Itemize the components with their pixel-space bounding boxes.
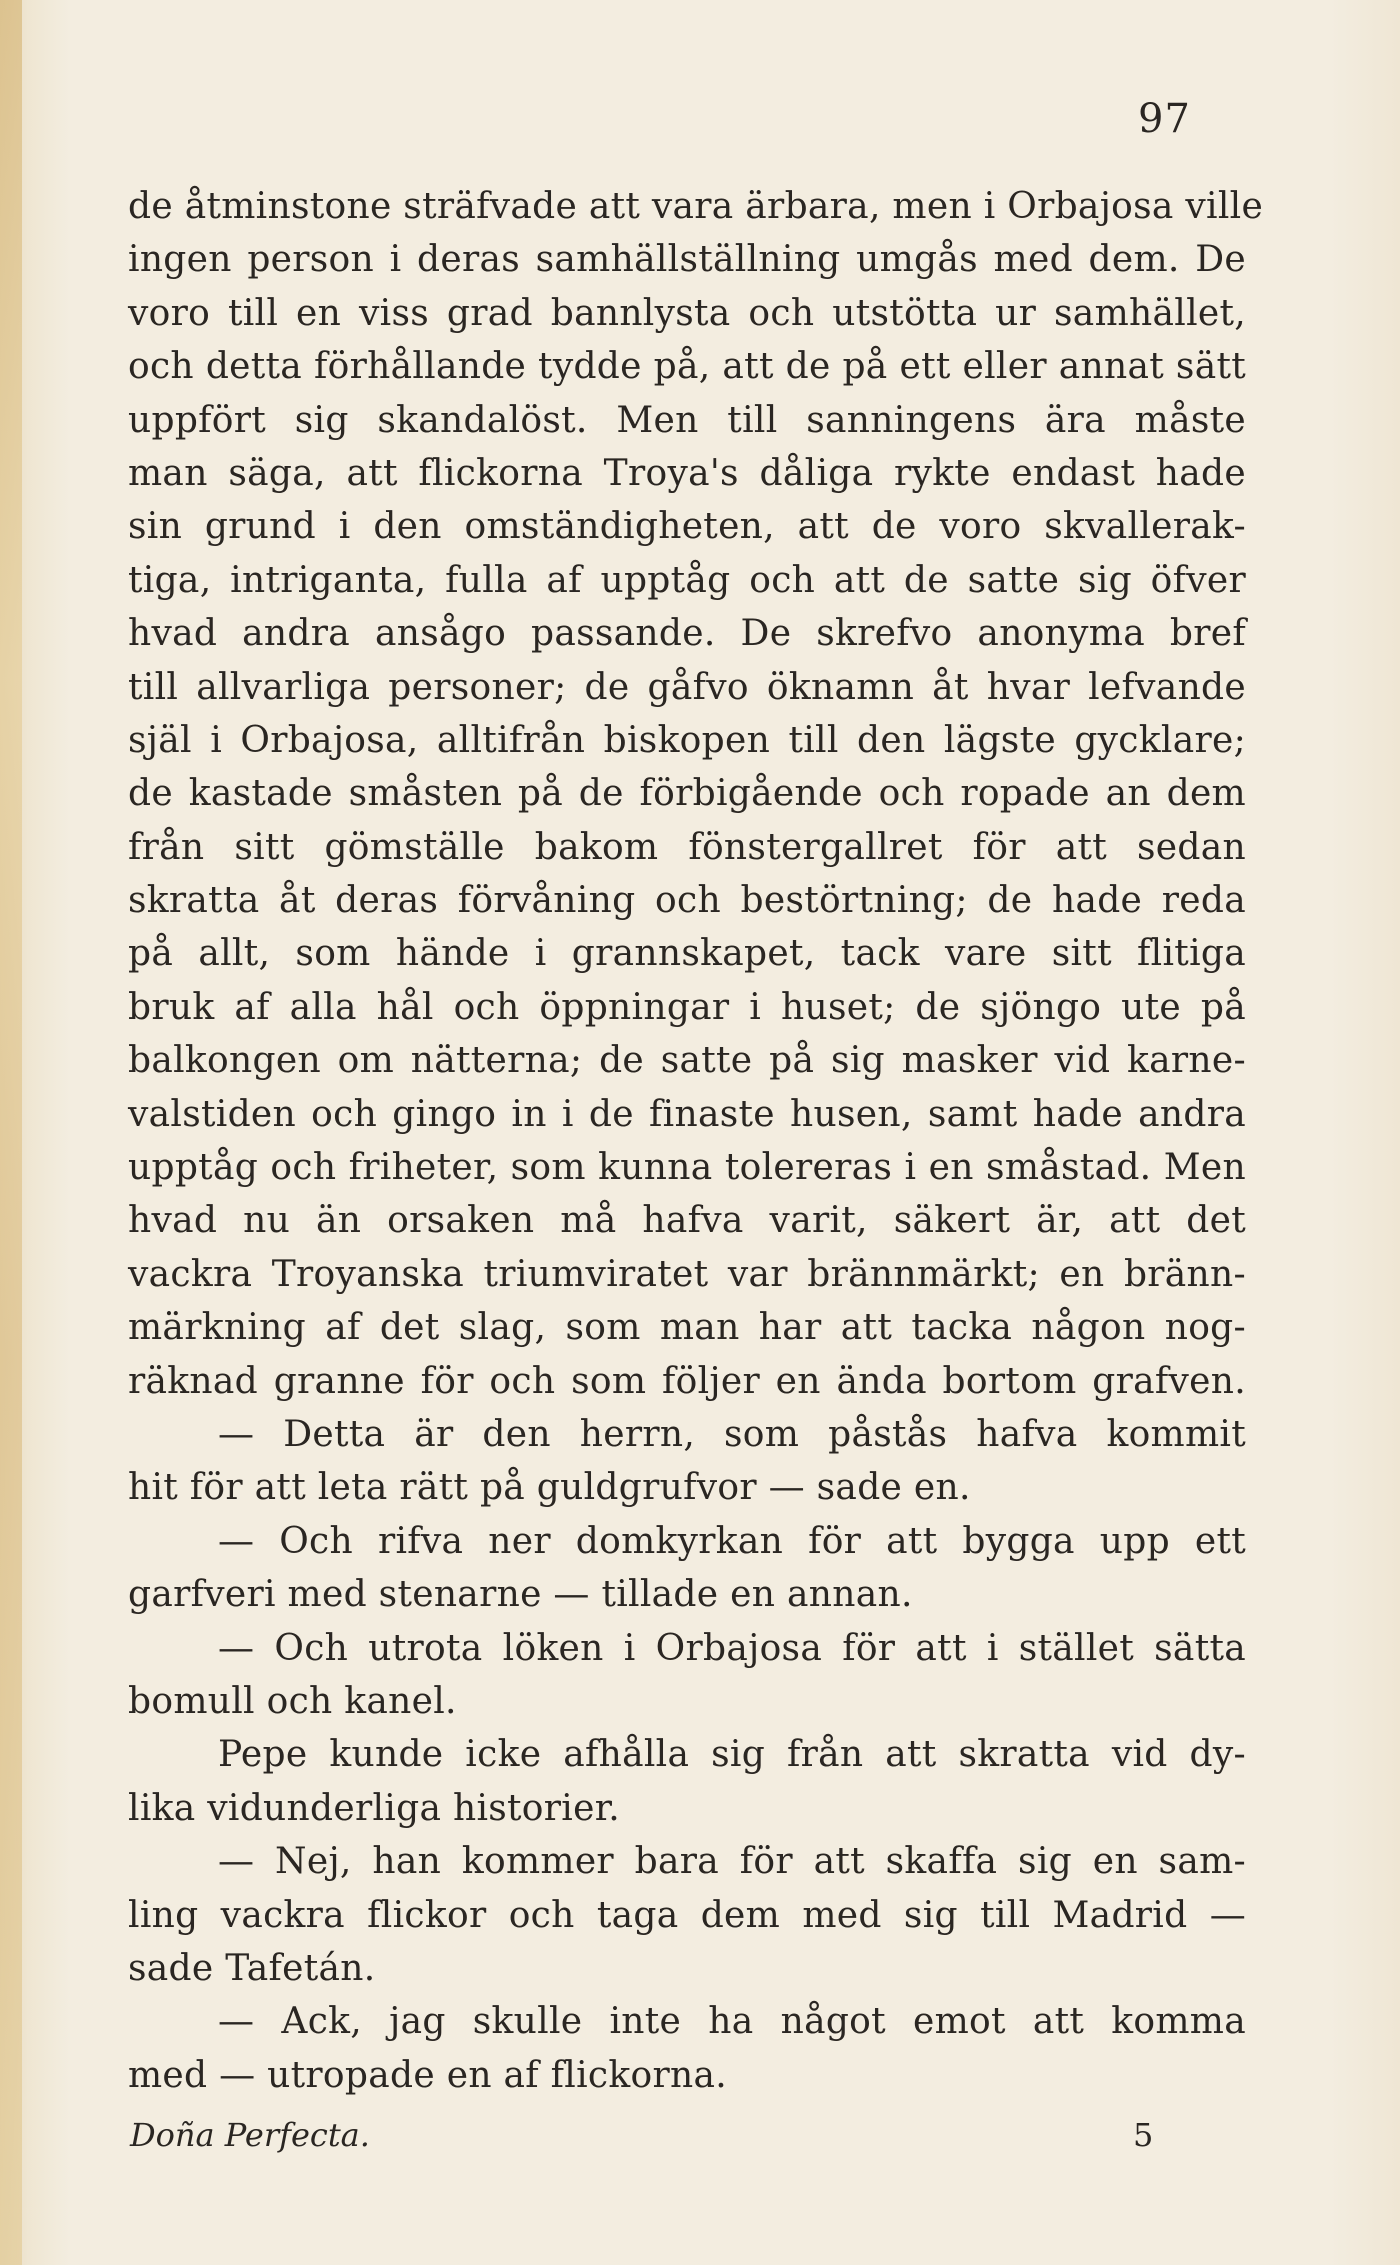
text-line: hvad andra ansågo passande. De skrefvo anonyma bref bbox=[128, 613, 1246, 655]
text-line: sade Tafetán. bbox=[128, 1947, 376, 1989]
text-line: räknad granne för och som följer en ända bortom grafven. bbox=[128, 1360, 1246, 1402]
text-line: Pepe kunde icke afhålla sig från att skratta vid dy- bbox=[218, 1734, 1246, 1776]
text-line: ingen person i deras samhällställning umgås med dem. De bbox=[128, 239, 1246, 281]
text-line: vackra Troyanska triumviratet var brännmärkt; en bränn- bbox=[128, 1253, 1246, 1295]
text-line: voro till en viss grad bannlysta och utstötta ur samhället, bbox=[128, 292, 1246, 334]
sheet-number: 5 bbox=[1133, 2116, 1154, 2154]
text-line: själ i Orbajosa, alltifrån biskopen till den lägste gycklare; bbox=[128, 719, 1246, 761]
text-line: upptåg och friheter, som kunna tolereras i en småstad. Men bbox=[128, 1147, 1246, 1189]
text-line: märkning af det slag, som man har att tacka någon nog- bbox=[128, 1307, 1246, 1349]
text-line: valstiden och gingo in i de finaste husen, samt hade andra bbox=[128, 1093, 1246, 1135]
text-line: — Ack, jag skulle inte ha något emot att komma bbox=[218, 2001, 1246, 2043]
text-line: — Och rifva ner domkyrkan för att bygga upp ett bbox=[218, 1520, 1246, 1562]
page-number: 97 bbox=[1138, 96, 1191, 142]
text-line: från sitt gömställe bakom fönstergallret för att sedan bbox=[128, 826, 1246, 868]
text-line: med — utropade en af flickorna. bbox=[128, 2054, 727, 2096]
text-line: på allt, som hände i grannskapet, tack vare sitt flitiga bbox=[128, 933, 1246, 975]
text-line: — Och utrota löken i Orbajosa för att i stället sätta bbox=[218, 1627, 1246, 1669]
text-line: uppfört sig skandalöst. Men till sanningens ära måste bbox=[128, 399, 1246, 441]
text-line: skratta åt deras förvåning och bestörtning; de hade reda bbox=[128, 880, 1246, 922]
text-line: hit för att leta rätt på guldgrufvor — sade en. bbox=[128, 1467, 971, 1509]
text-line: hvad nu än orsaken må hafva varit, säkert är, att det bbox=[128, 1200, 1246, 1242]
text-line: balkongen om nätterna; de satte på sig masker vid karne- bbox=[128, 1040, 1246, 1082]
text-line: sin grund i den omständigheten, att de voro skvallerak- bbox=[128, 506, 1246, 548]
text-line: de kastade småsten på de förbigående och ropade an dem bbox=[128, 773, 1246, 815]
text-line: ling vackra flickor och taga dem med sig till Madrid — bbox=[128, 1894, 1246, 1936]
text-line: till allvarliga personer; de gåfvo öknamn åt hvar lefvande bbox=[128, 666, 1246, 708]
body-text bbox=[128, 180, 1264, 2102]
text-line: bomull och kanel. bbox=[128, 1680, 457, 1722]
page-edge-stain bbox=[0, 0, 22, 2265]
text-line: bruk af alla hål och öppningar i huset; de sjöngo ute på bbox=[128, 986, 1246, 1028]
text-line: och detta förhållande tydde på, att de på ett eller annat sätt bbox=[128, 346, 1246, 388]
text-line: man säga, att flickorna Troya's dåliga rykte endast hade bbox=[128, 452, 1246, 494]
text-line: lika vidunderliga historier. bbox=[128, 1787, 620, 1829]
signature-mark: Doña Perfecta. bbox=[130, 2116, 370, 2154]
text-line: — Detta är den herrn, som påstås hafva kommit bbox=[218, 1413, 1246, 1455]
text-line: tiga, intriganta, fulla af upptåg och att de satte sig öfver bbox=[128, 559, 1246, 601]
text-line: de åtminstone sträfvade att vara ärbara, men i Orbajosa ville bbox=[128, 186, 1264, 227]
text-line: garfveri med stenarne — tillade en annan. bbox=[128, 1574, 913, 1616]
text-line: — Nej, han kommer bara för att skaffa sig en sam- bbox=[218, 1841, 1246, 1883]
